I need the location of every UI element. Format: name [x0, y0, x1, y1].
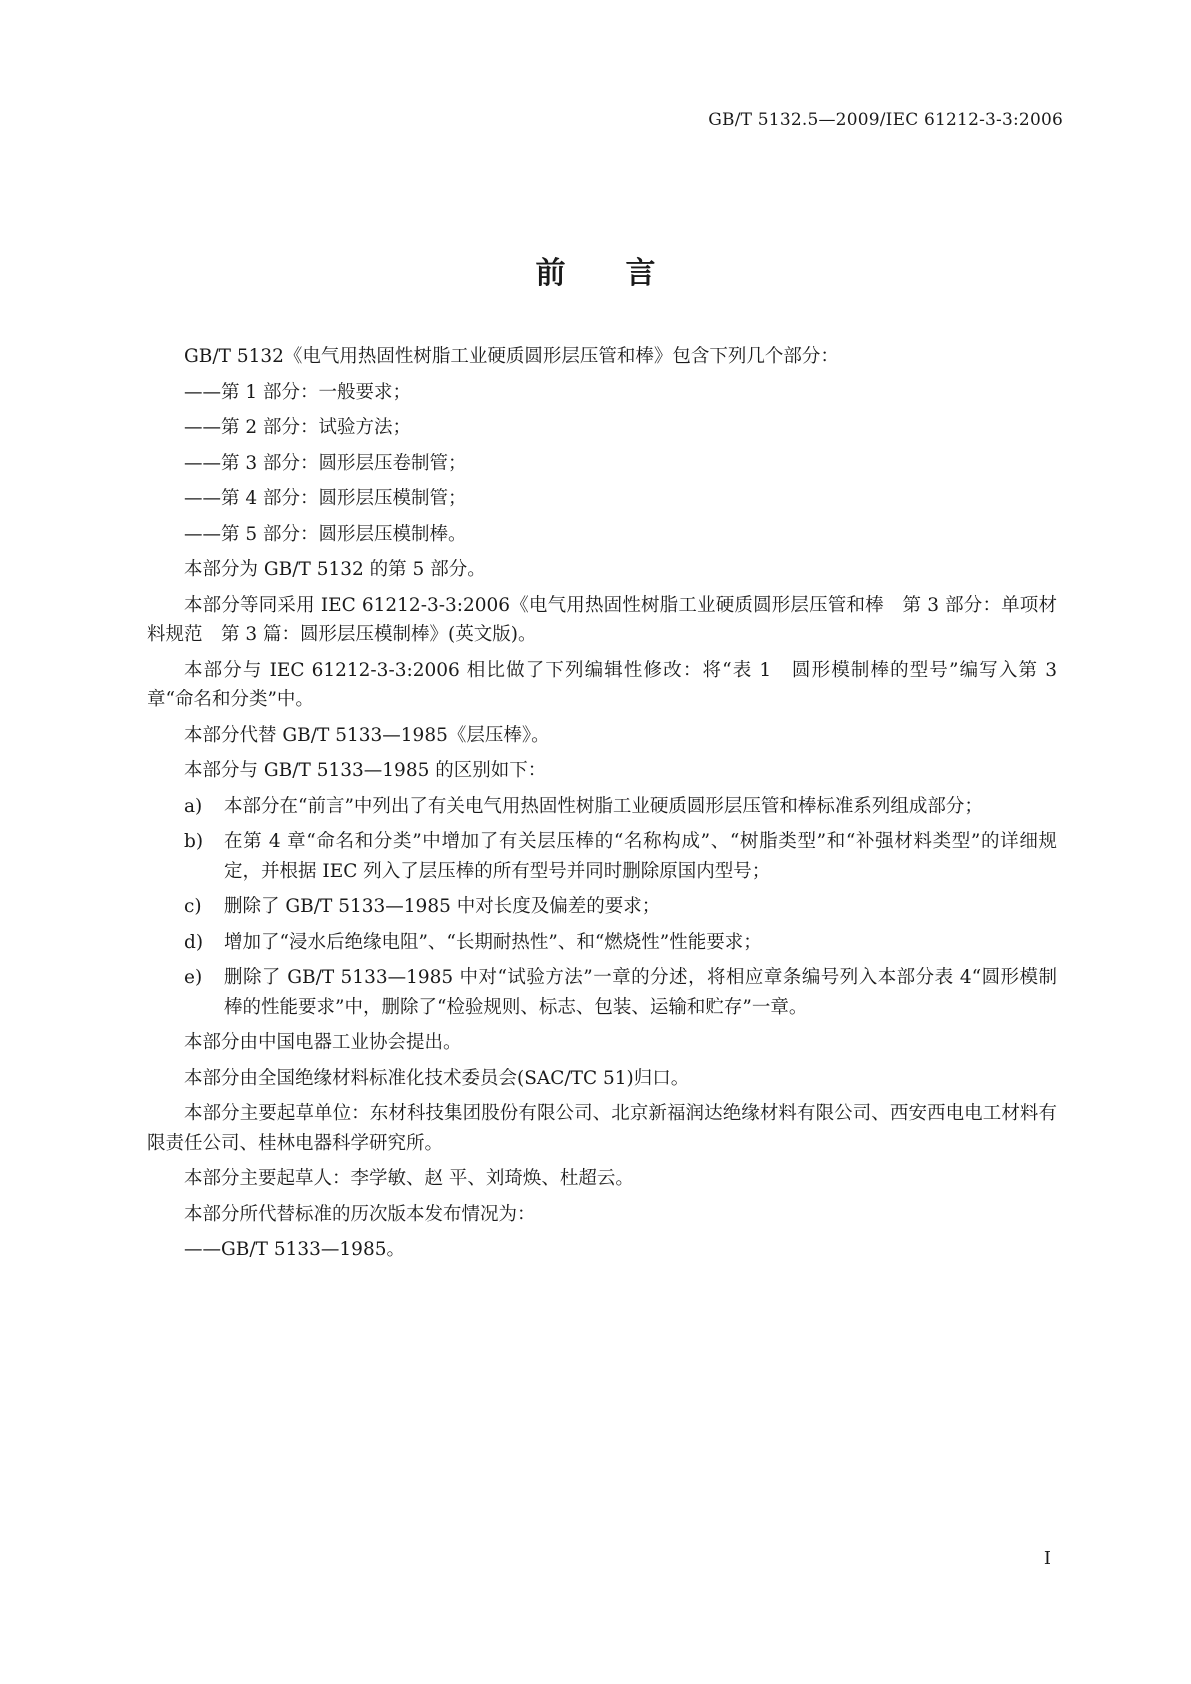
page-number: I [1043, 1548, 1051, 1569]
foreword-body [147, 342, 1057, 1271]
history-paragraph: 本部分所代替标准的历次版本发布情况为： [184, 1203, 536, 1225]
difference-label: a) [184, 795, 203, 817]
intro-paragraph: GB/T 5132《电气用热固性树脂工业硬质圆形层压管和棒》包含下列几个部分： [184, 346, 839, 367]
standard-code-header: GB/T 5132.5—2009/IEC 61212-3-3:2006 [708, 110, 1063, 130]
difference-label: e) [184, 967, 203, 988]
difference-item [147, 892, 1057, 922]
part-list-item: ——第 5 部分：圆形层压模制棒。 [184, 523, 467, 545]
part-list-item: ——第 4 部分：圆形层压模制管； [184, 488, 467, 509]
part5-paragraph: 本部分为 GB/T 5132 的第 5 部分。 [184, 559, 486, 580]
difference-text: 在第 4 章“命名和分类”中增加了有关层压棒的“名称构成”、“树脂类型”和“补强材料类型”的详细规定，并根据 IEC 列入了层压棒的所有型号并同时删除原国内型号； [224, 831, 1057, 882]
difference-text: 增加了“浸水后绝缘电阻”、“长期耐热性”、和“燃烧性”性能要求； [224, 931, 762, 953]
history-list-item: ——GB/T 5133—1985。 [184, 1239, 405, 1260]
differences-intro-paragraph: 本部分与 GB/T 5133—1985 的区别如下： [184, 760, 547, 781]
proposed-by-paragraph: 本部分由中国电器工业协会提出。 [184, 1032, 462, 1053]
difference-label: d) [184, 931, 204, 953]
difference-item [147, 963, 1057, 1022]
page-title: 前言 [535, 256, 716, 291]
difference-item [147, 928, 1057, 958]
part-list-item: ——第 1 部分：一般要求； [184, 381, 412, 403]
difference-text: 本部分在“前言”中列出了有关电气用热固性树脂工业硬质圆形层压管和棒标准系列组成部分； [224, 795, 983, 817]
adoption-paragraph: 本部分等同采用 IEC 61212-3-3:2006《电气用热固性树脂工业硬质圆形层压管和棒 第 3 部分：单项材料规范 第 3 篇：圆形层压模制棒》(英文版)。 [147, 594, 1057, 645]
part-list-item: ——第 3 部分：圆形层压卷制管； [184, 452, 467, 474]
difference-label: b) [184, 831, 204, 852]
drafters-paragraph: 本部分主要起草人：李学敏、赵 平、刘琦焕、杜超云。 [184, 1168, 634, 1189]
centralized-by-paragraph: 本部分由全国绝缘材料标准化技术委员会(SAC/TC 51)归口。 [184, 1067, 690, 1089]
difference-text: 删除了 GB/T 5133—1985 中对“试验方法”一章的分述，将相应章条编号列入本部分表 4“圆形模制棒的性能要求”中，删除了“检验规则、标志、包装、运输和贮存”一章。 [224, 967, 1057, 1018]
part-list-item: ——第 2 部分：试验方法； [184, 417, 412, 438]
difference-label: c) [184, 896, 202, 917]
difference-item [147, 792, 1057, 822]
replacement-paragraph: 本部分代替 GB/T 5133—1985《层压棒》。 [184, 724, 550, 746]
difference-item [147, 827, 1057, 886]
editorial-changes-paragraph: 本部分与 IEC 61212-3-3:2006 相比做了下列编辑性修改：将“表 1 圆形模制棒的型号”编写入第 3 章“命名和分类”中。 [147, 659, 1057, 710]
drafting-units-paragraph: 本部分主要起草单位：东材科技集团股份有限公司、北京新福润达绝缘材料有限公司、西安西电电工材料有限责任公司、桂林电器科学研究所。 [147, 1103, 1057, 1154]
difference-text: 删除了 GB/T 5133—1985 中对长度及偏差的要求； [224, 896, 661, 917]
